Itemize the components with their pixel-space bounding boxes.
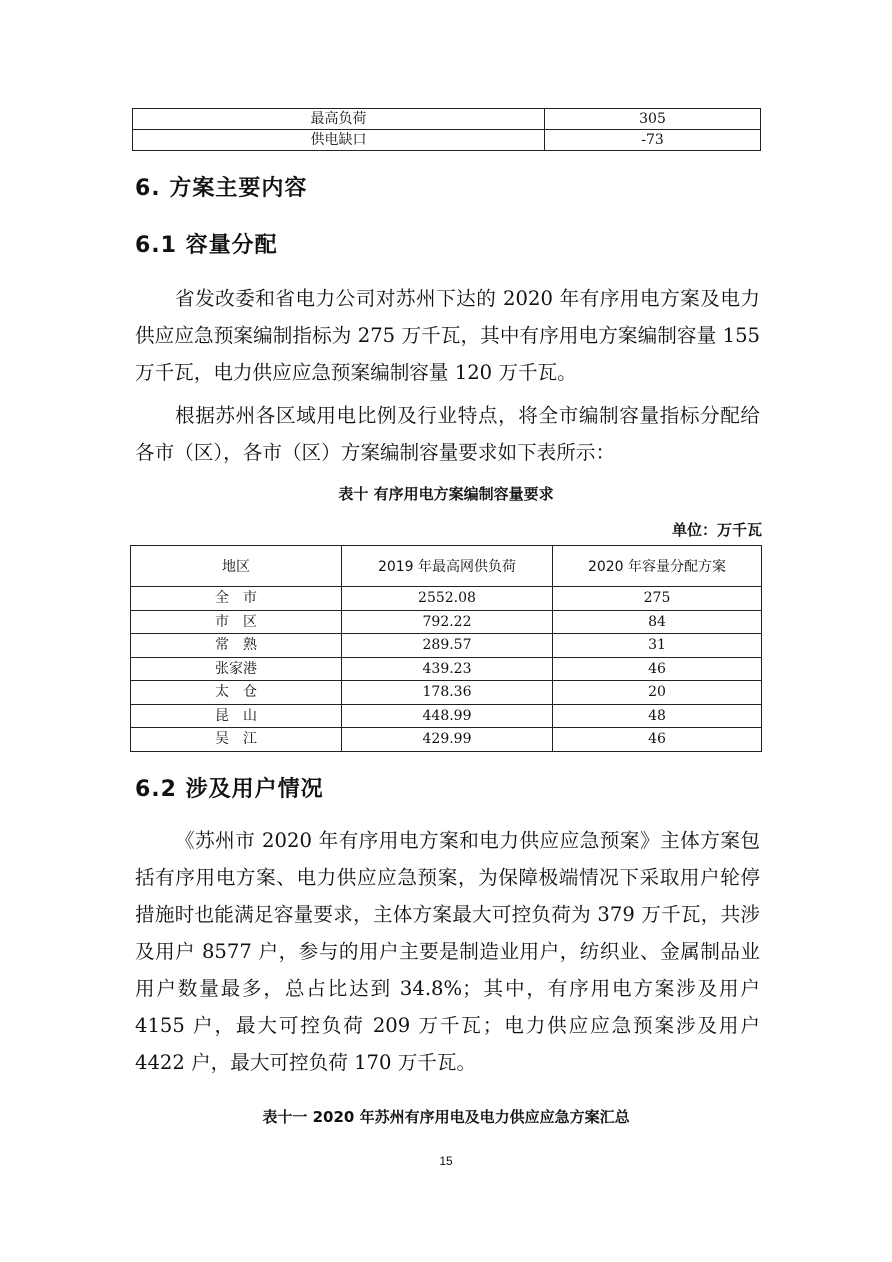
column-header-region: 地区 bbox=[131, 546, 342, 587]
table-row bbox=[131, 610, 762, 634]
table-row bbox=[133, 109, 761, 130]
table-10-unit: 单位：万千瓦 bbox=[671, 521, 762, 539]
supply-gap-table bbox=[132, 108, 761, 151]
section-6-2-heading: 6.2 涉及用户情况 bbox=[135, 777, 324, 802]
cell-alloc-2020: 48 bbox=[553, 704, 762, 728]
table-header-row bbox=[131, 546, 762, 587]
cell-load-2019: 178.36 bbox=[342, 681, 553, 705]
cell-load-2019: 289.57 bbox=[342, 634, 553, 658]
column-header-alloc-2020: 2020 年容量分配方案 bbox=[553, 546, 762, 587]
section-6-1-heading: 6.1 容量分配 bbox=[135, 233, 278, 258]
table-row bbox=[131, 587, 762, 611]
column-header-load-2019: 2019 年最高网供负荷 bbox=[342, 546, 553, 587]
table-row bbox=[131, 634, 762, 658]
capacity-allocation-table bbox=[130, 545, 762, 752]
cell-region: 太 仓 bbox=[131, 681, 342, 705]
cell-alloc-2020: 84 bbox=[553, 610, 762, 634]
cell-load-2019: 448.99 bbox=[342, 704, 553, 728]
row-value: -73 bbox=[545, 130, 761, 151]
cell-region: 昆 山 bbox=[131, 704, 342, 728]
cell-region: 常 熟 bbox=[131, 634, 342, 658]
cell-load-2019: 792.22 bbox=[342, 610, 553, 634]
row-label: 最高负荷 bbox=[133, 109, 545, 130]
table-row bbox=[131, 681, 762, 705]
section-6-heading: 6. 方案主要内容 bbox=[135, 176, 308, 201]
row-label: 供电缺口 bbox=[133, 130, 545, 151]
cell-alloc-2020: 31 bbox=[553, 634, 762, 658]
paragraph-users-involved: 《苏州市 2020 年有序用电方案和电力供应应急预案》主体方案包括有序用电方案、电力供应应急预案，为保障极端情况下采取用户轮停措施时也能满足容量要求，主体方案最大可控负荷为 379 万千瓦，共涉及用户 8577 户，参与的用户主要是制造业用户，纺织业、金属制品业用户数量最多，总占比达到 34.8%；其中，有序用电方案涉及用户 4155 户，最大可控负荷 209 万千瓦；电力供应应急预案涉及用户 4422 户，最大可控负荷 170 万千瓦。 bbox=[135, 829, 760, 1074]
cell-region: 吴 江 bbox=[131, 728, 342, 752]
cell-region: 张家港 bbox=[131, 657, 342, 681]
paragraph-capacity-targets: 省发改委和省电力公司对苏州下达的 2020 年有序用电方案及电力供应应急预案编制指标为 275 万千瓦，其中有序用电方案编制容量 155 万千瓦，电力供应应急预案编制容量 120 万千瓦。 bbox=[135, 287, 760, 384]
table-10-caption: 表十 有序用电方案编制容量要求 bbox=[338, 485, 554, 503]
cell-load-2019: 439.23 bbox=[342, 657, 553, 681]
row-value: 305 bbox=[545, 109, 761, 130]
table-row bbox=[133, 130, 761, 151]
table-row bbox=[131, 728, 762, 752]
page-number: 15 bbox=[439, 1154, 453, 1168]
table-row bbox=[131, 704, 762, 728]
cell-alloc-2020: 20 bbox=[553, 681, 762, 705]
cell-region: 全 市 bbox=[131, 587, 342, 611]
cell-alloc-2020: 46 bbox=[553, 657, 762, 681]
cell-load-2019: 429.99 bbox=[342, 728, 553, 752]
table-11-caption: 表十一 2020 年苏州有序用电及电力供应应急方案汇总 bbox=[262, 1108, 630, 1126]
cell-region: 市 区 bbox=[131, 610, 342, 634]
paragraph-allocation-intro: 根据苏州各区域用电比例及行业特点，将全市编制容量指标分配给各市（区），各市（区）方案编制容量要求如下表所示： bbox=[135, 404, 760, 464]
cell-load-2019: 2552.08 bbox=[342, 587, 553, 611]
cell-alloc-2020: 46 bbox=[553, 728, 762, 752]
table-row bbox=[131, 657, 762, 681]
cell-alloc-2020: 275 bbox=[553, 587, 762, 611]
